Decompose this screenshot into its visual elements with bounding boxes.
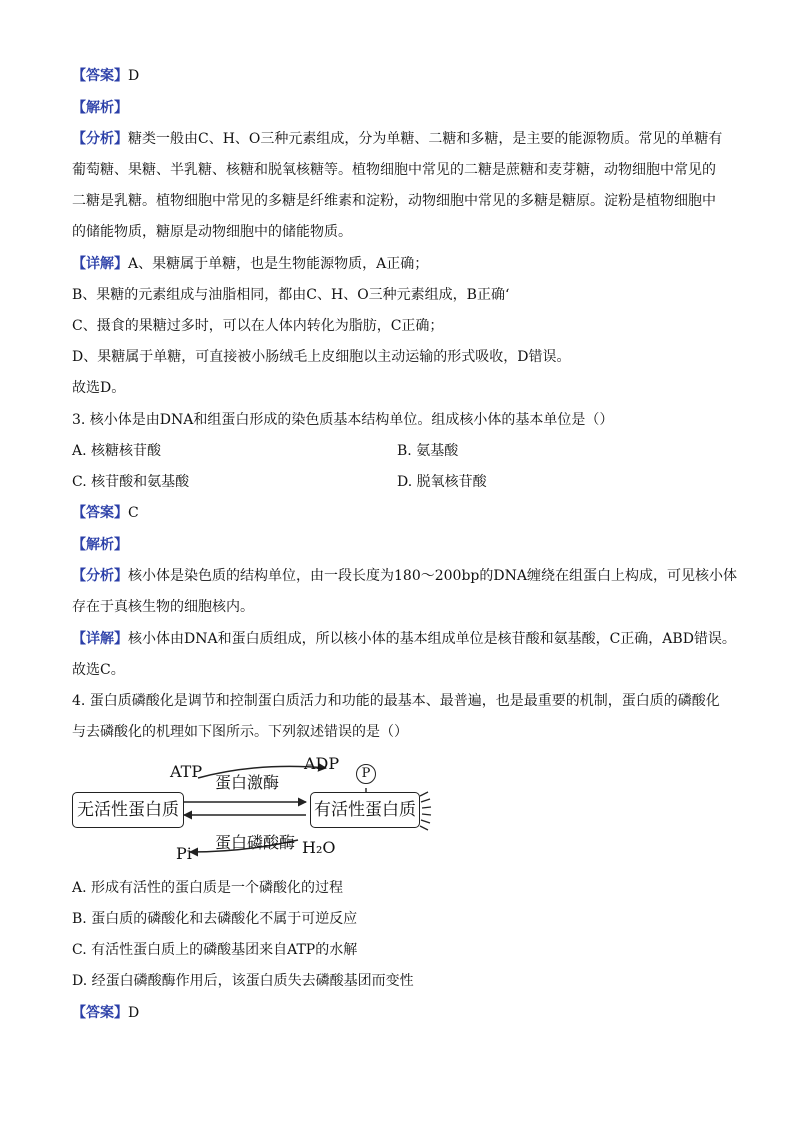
q3-answer-line	[72, 503, 732, 523]
kinase-label: 蛋白激酶	[215, 773, 280, 792]
inactive-protein-box: 无活性蛋白质	[72, 792, 184, 828]
h2o-label: H₂O	[302, 838, 336, 857]
q4-option-d: D. 经蛋白磷酸酶作用后，该蛋白质失去磷酸基团而变性	[72, 973, 414, 989]
q4-option-b: B. 蛋白质的磷酸化和去磷酸化不属于可逆反应	[72, 911, 358, 927]
q2-answer-line	[72, 66, 732, 86]
q3-stem: 3. 核小体是由DNA和组蛋白形成的染色质基本结构单位。组成核小体的基本单位是（）	[72, 412, 614, 428]
protein-fringe	[420, 792, 431, 830]
q4-option-a: A. 形成有活性的蛋白质是一个磷酸化的过程	[72, 880, 344, 896]
q2-analysis-heading	[72, 98, 732, 118]
q2-xiangjie-line-2: B、果糖的元素组成与油脂相同，都由C、H、O三种元素组成，B正确‘	[72, 287, 510, 303]
q2-answer: D	[128, 68, 140, 84]
q3-answer: C	[128, 505, 139, 521]
q2-fenxi-text-1: 糖类一般由C、H、O三种元素组成，分为单糖、二糖和多糖，是主要的能源物质。常见的单糖有	[128, 131, 723, 147]
xiangjie-tag: 【详解】	[72, 256, 128, 272]
q2-xiangjie-line-3: C、摄食的果糖过多时，可以在人体内转化为脂肪，C正确；	[72, 318, 444, 334]
q3-analysis-heading	[72, 535, 732, 555]
q3-fenxi-line-2: 存在于真核生物的细胞核内。	[72, 599, 254, 615]
answer-tag: 【答案】	[72, 1005, 128, 1021]
q2-fenxi-line-1	[72, 129, 732, 149]
q2-fenxi-line-3: 二糖是乳糖。植物细胞中常见的多糖是纤维素和淀粉，动物细胞中常见的多糖是糖原。淀粉是植物细胞中	[72, 193, 716, 209]
q3-fenxi-line-1	[72, 566, 737, 586]
phosphorylation-diagram	[66, 752, 446, 870]
q2-xiangjie-line-1	[72, 254, 732, 274]
adp-label: ADP	[304, 754, 340, 773]
phosphatase-label: 蛋白磷酸酶	[215, 833, 296, 852]
q3-option-c: C. 核苷酸和氨基酸	[72, 474, 190, 490]
q3-conclusion: 故选C。	[72, 662, 125, 678]
q2-conclusion: 故选D。	[72, 380, 126, 396]
xiangjie-tag: 【详解】	[72, 631, 128, 647]
q2-fenxi-line-4: 的储能物质，糖原是动物细胞中的储能物质。	[72, 224, 352, 240]
q3-fenxi-text-1: 核小体是染色质的结构单位，由一段长度为180～200bp的DNA缠绕在组蛋白上构成，可见核小体	[128, 568, 737, 584]
q2-fenxi-line-2: 葡萄糖、果糖、半乳糖、核糖和脱氧核糖等。植物细胞中常见的二糖是蔗糖和麦芽糖，动物细胞中常见的	[72, 162, 716, 178]
q4-option-c: C. 有活性蛋白质上的磷酸基团来自ATP的水解	[72, 942, 358, 958]
q3-xiangjie-line-1	[72, 629, 736, 649]
q4-answer: D	[128, 1005, 140, 1021]
phosphate-group-icon: P	[356, 764, 376, 784]
q2-xiangjie-text-1: A、果糖属于单糖，也是生物能源物质，A正确；	[128, 256, 429, 272]
analysis-tag: 【解析】	[72, 537, 128, 553]
q4-stem-line-2: 与去磷酸化的机理如下图所示。下列叙述错误的是（）	[72, 724, 408, 740]
analysis-tag: 【解析】	[72, 100, 128, 116]
active-protein-box: 有活性蛋白质	[310, 792, 420, 828]
q3-option-d: D. 脱氧核苷酸	[397, 474, 487, 490]
fenxi-tag: 【分析】	[72, 568, 128, 584]
answer-tag: 【答案】	[72, 505, 128, 521]
q3-xiangjie-text-1: 核小体由DNA和蛋白质组成，所以核小体的基本组成单位是核苷酸和氨基酸，C正确，ABD错误。	[128, 631, 736, 647]
q4-stem-line-1: 4. 蛋白质磷酸化是调节和控制蛋白质活力和功能的最基本、最普遍，也是最重要的机制，蛋白质的磷酸化	[72, 693, 720, 709]
q3-option-b: B. 氨基酸	[397, 443, 459, 459]
answer-tag: 【答案】	[72, 68, 128, 84]
fenxi-tag: 【分析】	[72, 131, 128, 147]
q3-option-a: A. 核糖核苷酸	[72, 443, 162, 459]
q2-xiangjie-line-4: D、果糖属于单糖，可直接被小肠绒毛上皮细胞以主动运输的形式吸收，D错误。	[72, 349, 571, 365]
atp-label: ATP	[170, 762, 203, 781]
q4-answer-line	[72, 1003, 732, 1023]
pi-label: Pi	[176, 844, 192, 863]
